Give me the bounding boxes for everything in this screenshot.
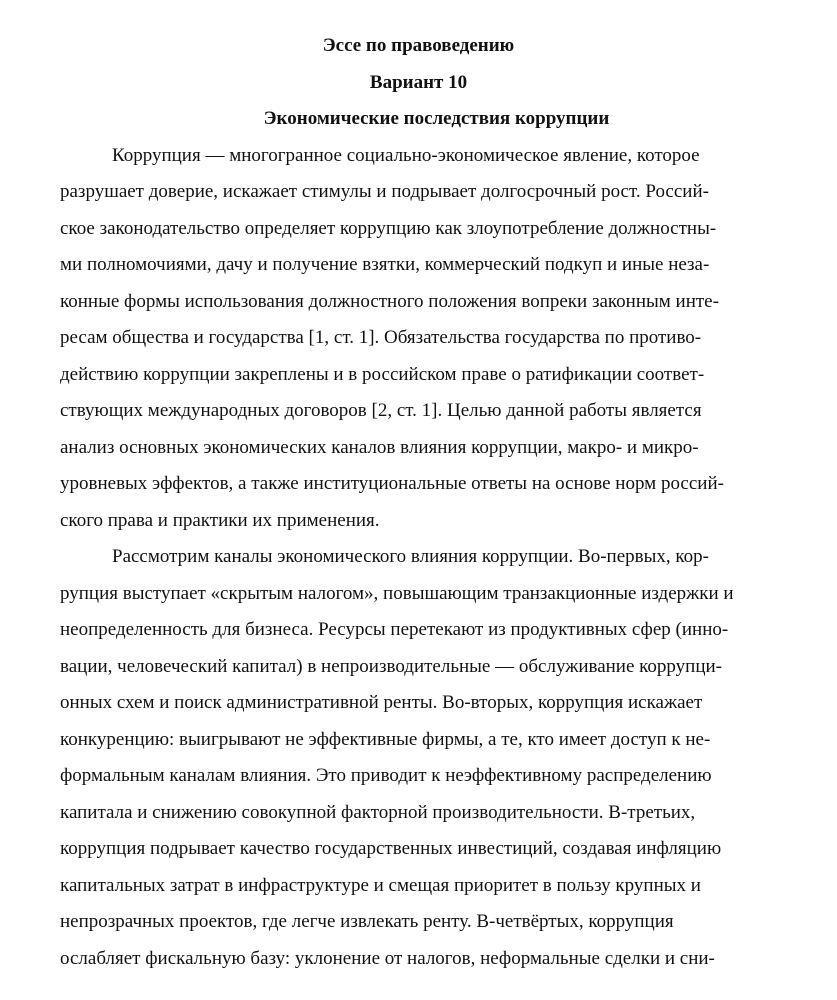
paragraph-2-line: рупция выступает «скрытым налогом», повышающим транзакционные издержки и xyxy=(60,583,734,604)
paragraph-1-line: действию коррупции закреплены и в российском праве о ратификации соответ- xyxy=(60,364,705,385)
document-topic: Экономические последствия коррупции xyxy=(263,108,610,129)
paragraph-2-line: онных схем и поиск административной ренты. Во-вторых, коррупция искажает xyxy=(60,692,703,713)
paragraph-1-line: уровневых эффектов, а также институциональные ответы на основе норм россий- xyxy=(60,473,724,494)
paragraph-1-line: Коррупция — многогранное социально-экономическое явление, которое xyxy=(112,145,700,166)
paragraph-1-line: разрушает доверие, искажает стимулы и подрывает долгосрочный рост. Россий- xyxy=(60,181,709,202)
paragraph-2-line: конкуренцию: выигрывают не эффективные фирмы, а те, кто имеет доступ к не- xyxy=(60,729,711,750)
paragraph-2-line: ослабляет фискальную базу: уклонение от налогов, неформальные сделки и сни- xyxy=(60,948,715,969)
document-title: Эссе по правоведению xyxy=(322,35,515,56)
paragraph-2-line: Рассмотрим каналы экономического влияния коррупции. Во-первых, кор- xyxy=(112,546,709,567)
paragraph-2-line: капитальных затрат в инфраструктуре и смещая приоритет в пользу крупных и xyxy=(60,875,701,896)
paragraph-2-line: коррупция подрывает качество государственных инвестиций, создавая инфляцию xyxy=(60,838,722,859)
paragraph-1-line: ми полномочиями, дачу и получение взятки, коммерческий подкуп и иные неза- xyxy=(60,254,710,275)
paragraph-1-line: анализ основных экономических каналов влияния коррупции, макро- и микро- xyxy=(60,437,699,458)
paragraph-2-line: вации, человеческий капитал) в непроизводительные — обслуживание коррупци- xyxy=(60,656,723,677)
document-variant: Вариант 10 xyxy=(369,72,468,93)
paragraph-1-line: конные формы использования должностного положения вопреки законным инте- xyxy=(60,291,719,312)
paragraph-2-line: формальным каналам влияния. Это приводит к неэффективному распределению xyxy=(60,765,712,786)
paragraph-1-line: ское законодательство определяет коррупцию как злоупотребление должностны- xyxy=(60,218,717,239)
paragraph-2-line: непрозрачных проектов, где легче извлекать ренту. В-четвёртых, коррупция xyxy=(60,911,674,932)
paragraph-1-line: ресам общества и государства [1, ст. 1]. Обязательства государства по противо- xyxy=(60,327,702,348)
paragraph-1-line: ствующих международных договоров [2, ст. 1]. Целью данной работы является xyxy=(60,400,702,421)
paragraph-2-line: капитала и снижению совокупной факторной производительности. В-третьих, xyxy=(60,802,696,823)
paragraph-2-line: неопределенность для бизнеса. Ресурсы перетекают из продуктивных сфер (инно- xyxy=(60,619,729,640)
paragraph-1-line: ского права и практики их применения. xyxy=(60,510,380,531)
